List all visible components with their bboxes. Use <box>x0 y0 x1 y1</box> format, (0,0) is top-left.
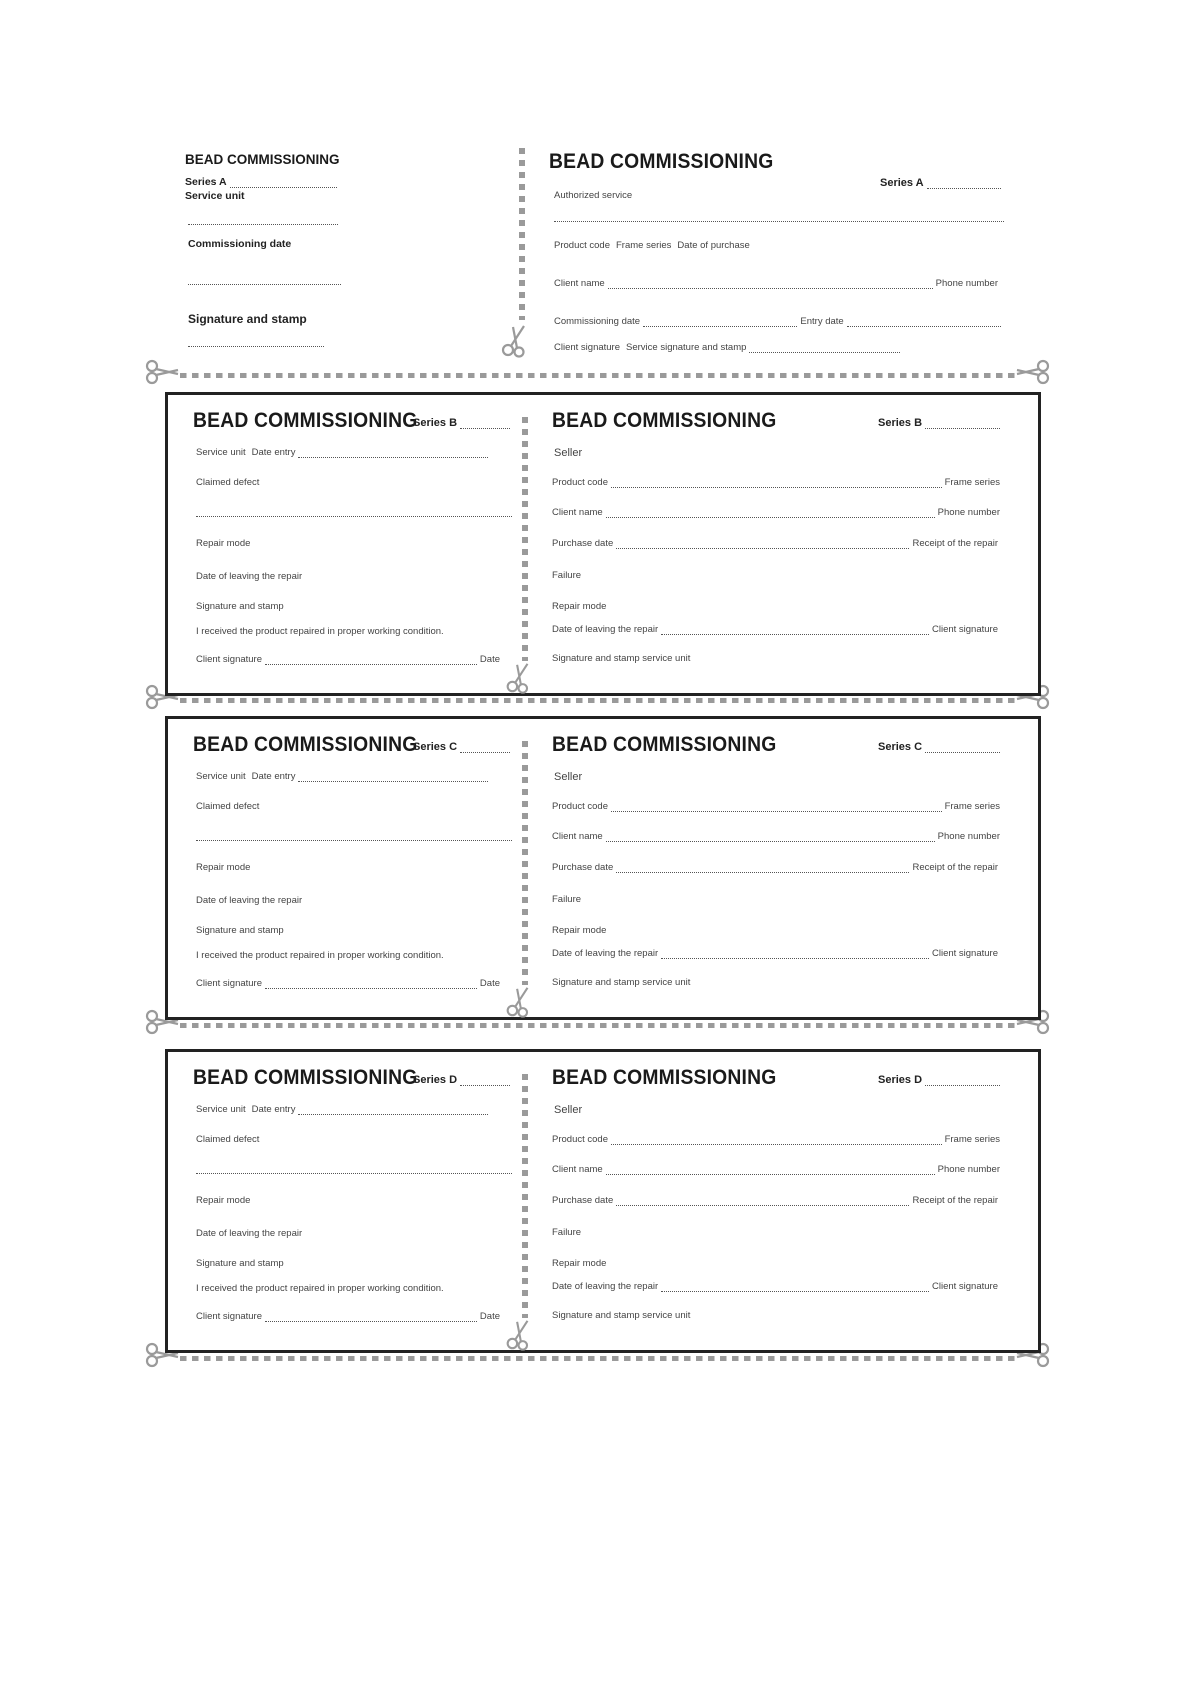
received-statement: I received the product repaired in proper working condition. <box>196 1283 444 1294</box>
stub-commissioning-date: Commissioning date <box>188 238 292 250</box>
main-title: BEAD COMMISSIONING <box>549 150 774 173</box>
row-repair-mode: Repair mode <box>196 538 251 549</box>
stub-series: Series A <box>185 176 340 188</box>
row-date-leaving-right: Date of leaving the repair Client signature <box>552 948 998 959</box>
repair-coupon-b <box>165 392 1041 696</box>
received-statement: I received the product repaired in proper working condition. <box>196 626 444 637</box>
row-client-name: Client name Phone number <box>552 1164 1000 1175</box>
coupon-right-title: BEAD COMMISSIONING <box>552 1066 777 1089</box>
vertical-perforation <box>522 1074 528 1318</box>
stub-signature: Signature and stamp <box>188 312 307 326</box>
authorized-service-line <box>554 221 1004 222</box>
scissors-icon <box>144 358 180 386</box>
row-date-leaving-right: Date of leaving the repair Client signature <box>552 624 998 635</box>
coupon-right-series: Series D <box>878 1074 1003 1086</box>
row-service-unit: Service unit Date entry <box>196 771 512 782</box>
claimed-defect-line <box>196 516 512 517</box>
scissors-icon <box>1015 358 1051 386</box>
coupon-left-title: BEAD COMMISSIONING <box>193 1066 418 1089</box>
row-client-signature: Client signature Service signature and stamp <box>554 342 1004 353</box>
row-signature-service: Signature and stamp service unit <box>552 977 691 988</box>
row-failure: Failure <box>552 1227 582 1238</box>
row-product-code: Product code Frame series <box>552 1134 1000 1145</box>
coupon-left-series: Series C <box>413 741 513 753</box>
row-client-name: Client name Phone number <box>552 831 1000 842</box>
row-product-code: Product code Frame series <box>552 477 1000 488</box>
row-repair-mode-right: Repair mode <box>552 925 607 936</box>
row-product-code: Product code Frame series <box>552 801 1000 812</box>
row-failure: Failure <box>552 570 582 581</box>
row-client-signature: Client signature Date <box>196 978 500 989</box>
row-repair-mode: Repair mode <box>196 1195 251 1206</box>
coupon-left-series: Series D <box>413 1074 513 1086</box>
row-claimed-defect: Claimed defect <box>196 1134 260 1145</box>
coupon-left-title: BEAD COMMISSIONING <box>193 733 418 756</box>
row-product-code: Product code Frame series Date of purchase <box>554 240 750 251</box>
row-signature-stamp: Signature and stamp <box>196 1258 284 1269</box>
scissors-icon <box>500 323 530 359</box>
scissors-icon <box>504 1318 534 1352</box>
coupon-right-title: BEAD COMMISSIONING <box>552 733 777 756</box>
coupon-right-title: BEAD COMMISSIONING <box>552 409 777 432</box>
vertical-perforation <box>522 417 528 661</box>
stub-service-line <box>188 224 338 225</box>
claimed-defect-line <box>196 840 512 841</box>
row-date-leaving: Date of leaving the repair <box>196 571 303 582</box>
received-statement: I received the product repaired in proper working condition. <box>196 950 444 961</box>
row-seller: Seller <box>554 447 583 459</box>
claimed-defect-line <box>196 1173 512 1174</box>
repair-coupon-c <box>165 716 1041 1020</box>
row-seller: Seller <box>554 771 583 783</box>
stub-commissioning-line <box>188 284 341 285</box>
row-claimed-defect: Claimed defect <box>196 477 260 488</box>
row-failure: Failure <box>552 894 582 905</box>
repair-coupon-d <box>165 1049 1041 1353</box>
row-repair-mode-right: Repair mode <box>552 1258 607 1269</box>
coupon-right-series: Series C <box>878 741 1003 753</box>
row-service-unit: Service unit Date entry <box>196 1104 512 1115</box>
coupon-left-title: BEAD COMMISSIONING <box>193 409 418 432</box>
authorized-service: Authorized service <box>554 190 633 201</box>
vertical-perforation <box>522 741 528 985</box>
row-purchase-date: Purchase date Receipt of the repair <box>552 1195 998 1206</box>
row-repair-mode: Repair mode <box>196 862 251 873</box>
row-client-signature: Client signature Date <box>196 654 500 665</box>
row-signature-service: Signature and stamp service unit <box>552 1310 691 1321</box>
vertical-perforation <box>519 148 525 320</box>
row-seller: Seller <box>554 1104 583 1116</box>
row-signature-service: Signature and stamp service unit <box>552 653 691 664</box>
scissors-icon <box>504 661 534 695</box>
row-purchase-date: Purchase date Receipt of the repair <box>552 862 998 873</box>
coupon-left-series: Series B <box>413 417 513 429</box>
row-signature-stamp: Signature and stamp <box>196 601 284 612</box>
row-client-name: Client name Phone number <box>552 507 1000 518</box>
main-series: Series A <box>880 177 1004 189</box>
stub-title: BEAD COMMISSIONING <box>185 152 340 167</box>
row-repair-mode-right: Repair mode <box>552 601 607 612</box>
row-claimed-defect: Claimed defect <box>196 801 260 812</box>
row-signature-stamp: Signature and stamp <box>196 925 284 936</box>
coupon-right-series: Series B <box>878 417 1003 429</box>
row-purchase-date: Purchase date Receipt of the repair <box>552 538 998 549</box>
row-date-leaving-right: Date of leaving the repair Client signature <box>552 1281 998 1292</box>
scissors-icon <box>504 985 534 1019</box>
row-service-unit: Service unit Date entry <box>196 447 512 458</box>
row-commissioning-date: Commissioning date Entry date <box>554 316 1004 327</box>
row-client-signature: Client signature Date <box>196 1311 500 1322</box>
row-date-leaving: Date of leaving the repair <box>196 895 303 906</box>
row-client-name: Client name Phone number <box>554 278 998 289</box>
row-date-leaving: Date of leaving the repair <box>196 1228 303 1239</box>
stub-signature-line <box>188 346 324 347</box>
stub-service-unit: Service unit <box>185 190 245 202</box>
